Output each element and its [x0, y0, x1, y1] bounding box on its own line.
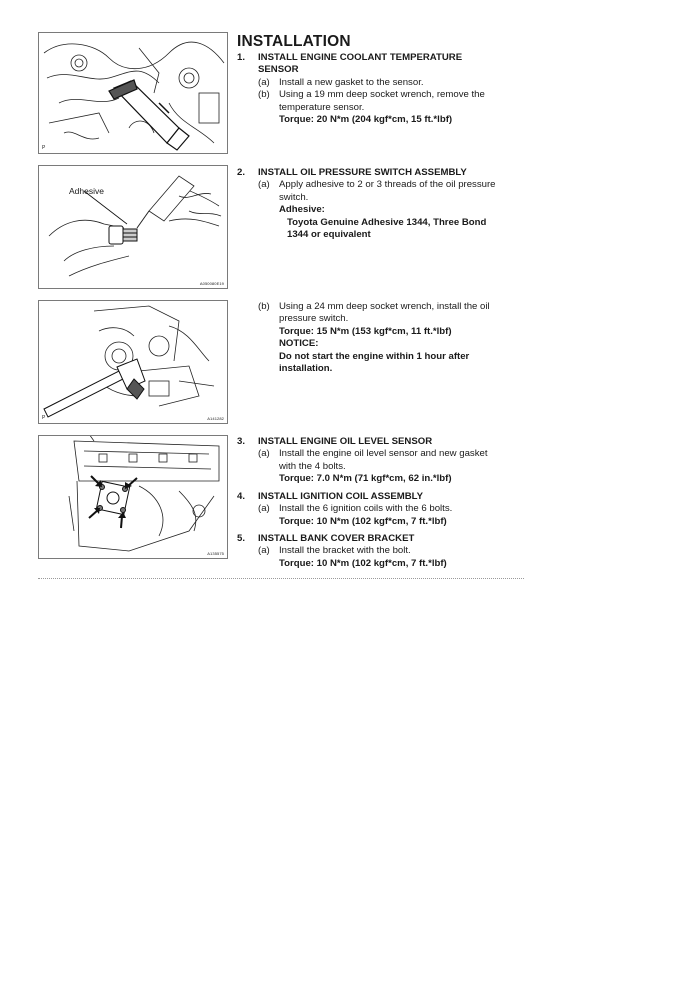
substep-letter: (a)	[258, 545, 270, 557]
adhesive-label: Adhesive:	[279, 204, 325, 216]
step-number: 5.	[237, 533, 246, 544]
substep-text: Install a new gasket to the sensor.	[279, 76, 424, 88]
step-number: 2.	[237, 167, 246, 178]
substep-text: pressure switch.	[279, 313, 349, 325]
figure-tag: P	[42, 415, 46, 421]
substep-2a	[258, 179, 527, 241]
substep-letter: (a)	[258, 76, 270, 88]
step-title: INSTALL ENGINE OIL LEVEL SENSOR	[258, 436, 433, 447]
notice-label: NOTICE:	[279, 338, 319, 350]
notice-text: Do not start the engine within 1 hour after	[279, 350, 470, 362]
figure-oil-level-sensor	[38, 435, 228, 559]
section-divider	[38, 578, 524, 579]
substep-text: Install the 6 ignition coils with the 6 bolts.	[279, 503, 453, 515]
substep-text: switch.	[279, 191, 309, 203]
figure-adhesive	[38, 165, 228, 289]
substep-text: with the 4 bolts.	[279, 460, 346, 472]
step-3	[237, 436, 527, 486]
substep-text: temperature sensor.	[279, 101, 365, 113]
oil-level-sensor-illustration	[39, 436, 227, 558]
torque-spec: Torque: 20 N*m (204 kgf*cm, 15 ft.*lbf)	[279, 114, 453, 126]
substep-text: Using a 24 mm deep socket wrench, install the oil	[279, 301, 490, 312]
figure-code: A135575	[207, 551, 224, 556]
substep-letter: (a)	[258, 179, 270, 191]
substep-text: Using a 19 mm deep socket wrench, remove the	[279, 89, 485, 101]
adhesive-callout-label: Adhesive	[69, 186, 104, 196]
step-2	[237, 167, 527, 241]
torque-spec: Torque: 15 N*m (153 kgf*cm, 11 ft.*lbf)	[279, 325, 452, 337]
section-heading: INSTALLATION	[237, 33, 351, 50]
step-1	[237, 52, 527, 126]
step-title: INSTALL IGNITION COIL ASSEMBLY	[258, 491, 424, 502]
substep-2b	[258, 301, 527, 375]
figure-oil-pressure-switch	[38, 300, 228, 424]
substep-4a	[258, 503, 527, 528]
step-5	[237, 533, 527, 570]
substep-1a	[258, 77, 527, 89]
adhesive-spec: Toyota Genuine Adhesive 1344, Three Bond	[287, 216, 487, 228]
substep-1b	[258, 89, 527, 126]
step-2b	[237, 301, 527, 375]
substep-letter: (a)	[258, 448, 270, 460]
notice-text: installation.	[279, 363, 333, 375]
step-number: 4.	[237, 491, 246, 502]
oil-pressure-switch-illustration	[39, 301, 227, 423]
substep-letter: (a)	[258, 503, 270, 515]
step-title-line: INSTALL ENGINE COOLANT TEMPERATURE	[258, 52, 463, 63]
step-title: INSTALL BANK COVER BRACKET	[258, 533, 415, 544]
step-title: INSTALL OIL PRESSURE SWITCH ASSEMBLY	[258, 167, 467, 178]
torque-spec: Torque: 10 N*m (102 kgf*cm, 7 ft.*lbf)	[279, 515, 447, 527]
substep-letter: (b)	[258, 301, 270, 312]
torque-spec: Torque: 10 N*m (102 kgf*cm, 7 ft.*lbf)	[279, 557, 447, 569]
step-title	[258, 52, 527, 77]
figure-coolant-sensor	[38, 32, 228, 154]
figure-code: A050080E19	[199, 281, 224, 286]
adhesive-spec: 1344 or equivalent	[287, 229, 371, 241]
substep-3a	[258, 448, 527, 485]
step-number: 3.	[237, 436, 246, 447]
adhesive-application-illustration	[39, 166, 227, 288]
substep-text: Install the bracket with the bolt.	[279, 545, 411, 557]
coolant-sensor-illustration	[39, 33, 227, 153]
figure-code: A141282	[207, 416, 224, 421]
step-number: 1.	[237, 52, 246, 63]
step-4	[237, 491, 527, 528]
step-title-line: SENSOR	[258, 64, 299, 76]
substep-text: Install the engine oil level sensor and new gasket	[279, 448, 488, 460]
substep-5a	[258, 545, 527, 570]
substep-letter: (b)	[258, 89, 270, 101]
figure-tag: P	[42, 145, 46, 151]
substep-text: Apply adhesive to 2 or 3 threads of the oil pressure	[279, 179, 496, 191]
torque-spec: Torque: 7.0 N*m (71 kgf*cm, 62 in.*lbf)	[279, 473, 452, 485]
